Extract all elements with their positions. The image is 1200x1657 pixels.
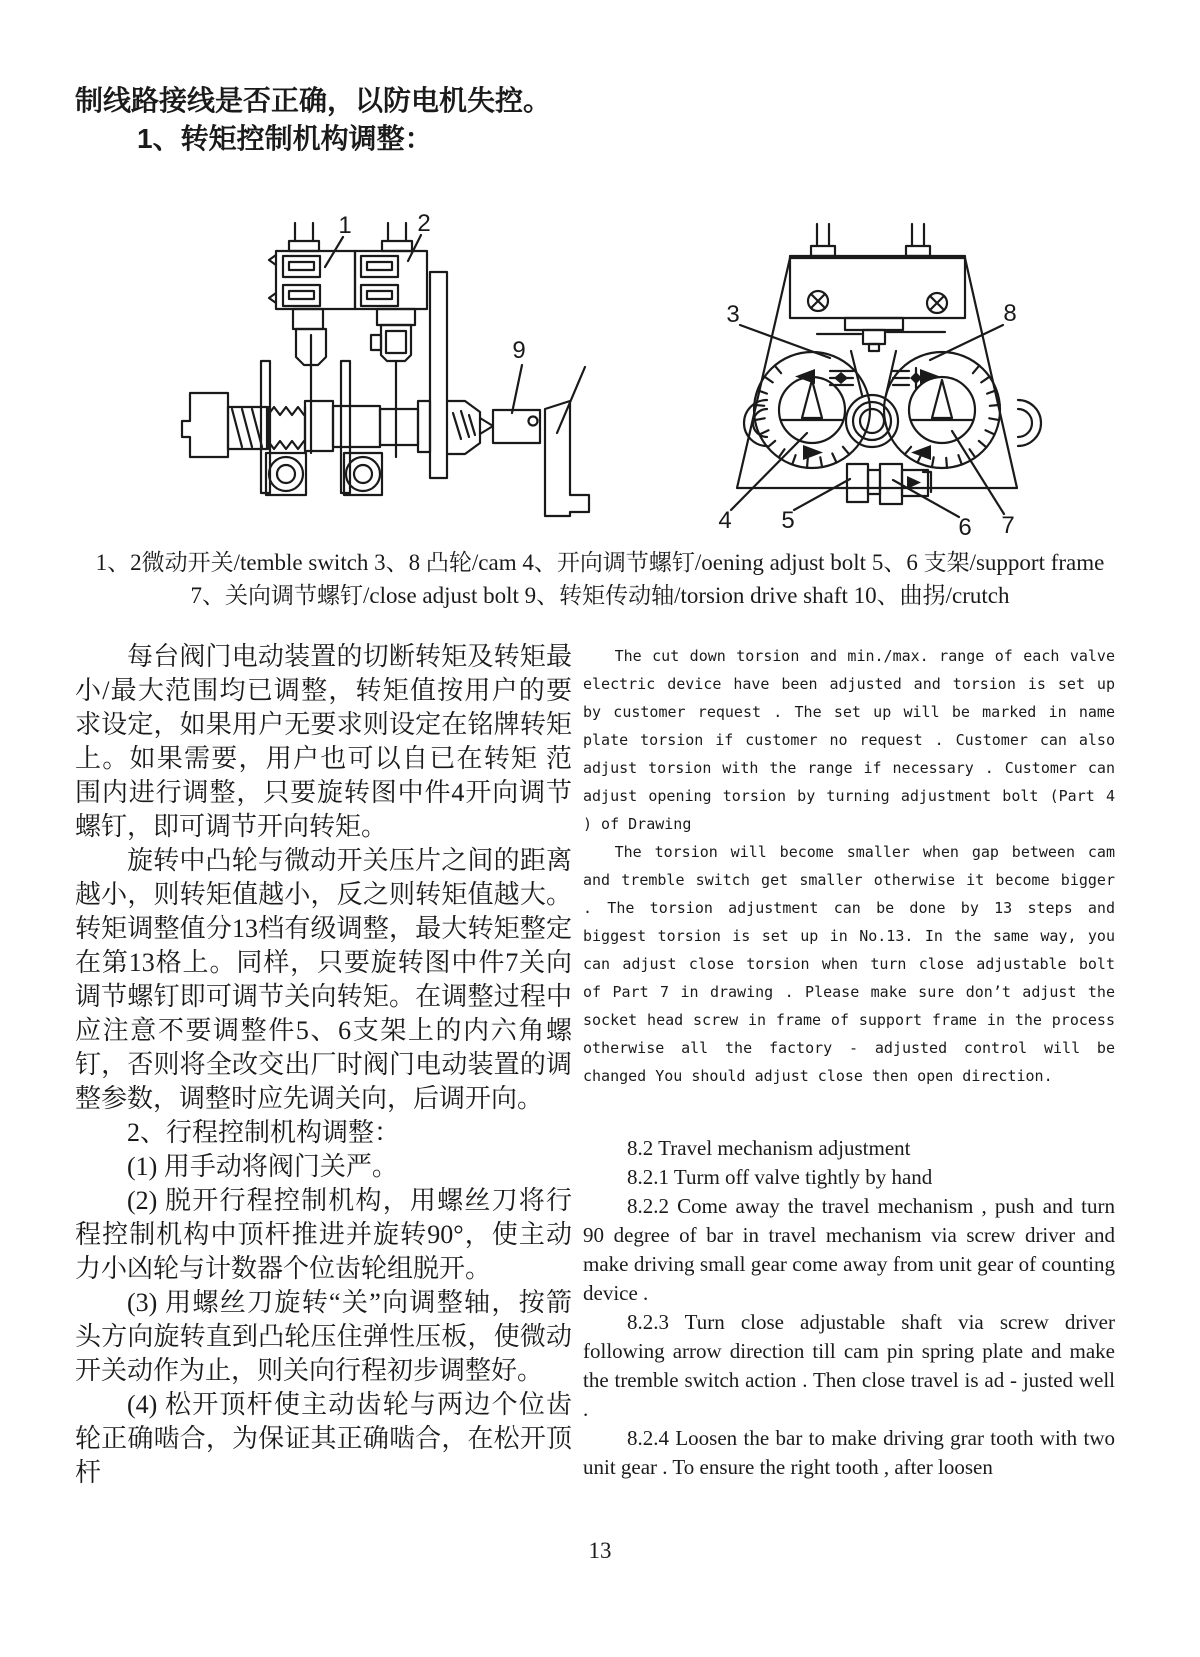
en-heading-8-2: 8.2 Travel mechanism adjustment: [627, 1136, 911, 1160]
figure-part-label: 8: [1003, 300, 1017, 327]
figure-caption-line-1: 1、2微动开关/temble switch 3、8 凸轮/cam 4、开向调节螺钉/oening adjust bolt 5、6 支架/support frame: [95, 550, 1105, 575]
intro-block: [75, 82, 1125, 158]
figure-torque-mechanism-front: [645, 188, 1115, 550]
intro-line-1: 制线路接线是否正确，以防电机失控。: [75, 85, 552, 116]
figure-part-label: 1: [338, 212, 352, 239]
page-number: 13: [588, 1538, 612, 1563]
figure-part-label: 9: [512, 337, 526, 364]
english-column: [583, 642, 1115, 1482]
en-section-8-2-1: 8.2.1 Turm off valve tightly by hand: [627, 1165, 933, 1189]
torque-mechanism-side-drawing: [165, 195, 665, 530]
figure-caption-line-2: 7、关向调节螺钉/close adjust bolt 9、转矩传动轴/torsion drive shaft 10、曲拐/crutch: [190, 583, 1010, 608]
en-section-8-2-4: 8.2.4 Loosen the bar to make driving grar tooth with two unit gear . To ensure the right tooth , after loosen: [583, 1426, 1115, 1479]
en-section-8-2-2: 8.2.2 Come away the travel mechanism , push and turn 90 degree of bar in travel mechanism via screw driver and make driving small gear come away from unit gear of counting device .: [583, 1194, 1115, 1305]
figure-part-label: 6: [958, 514, 972, 541]
figure-part-label: 4: [718, 507, 732, 534]
intro-line-2: 1、转矩控制机构调整：: [137, 123, 433, 154]
zh-paragraph-torque-intro: 每台阀门电动装置的切断转矩及转矩最小/最大范围均已调整，转矩值按用户的要求设定，如果用户无要求则设定在铭牌转矩上。如果需要，用户也可以自已在转矩 范围内进行调整，只要旋转图中件4开向调节螺钉，即可调节开向转矩。: [75, 642, 572, 841]
figure-part-label: 3: [726, 301, 740, 328]
zh-heading-travel-adjust: 2、行程控制机构调整：: [127, 1118, 401, 1147]
en-paragraph-torque-intro: The cut down torsion and min./max. range of each valve electric device have been adjusted and torsion is set up by customer request . The set up will be marked in name plate torsion if customer no request . Customer can also adjust torsion with the range if necessary . Customer can adjust opening torsion by turning adjustment bolt (Part 4 ) of Drawing: [583, 647, 1115, 833]
torque-mechanism-front-drawing: [645, 188, 1115, 550]
zh-step-1: (1) 用手动将阀门关严。: [127, 1152, 398, 1181]
figure-part-label: 2: [417, 210, 431, 237]
zh-step-4: (4) 松开顶杆使主动齿轮与两边个位齿轮正确啮合，为保证其正确啮合，在松开顶杆: [75, 1390, 572, 1487]
chinese-column: [75, 640, 572, 1490]
figure-torque-mechanism-side: [165, 195, 665, 530]
zh-step-3: (3) 用螺丝刀旋转“关”向调整轴，按箭头方向旋转直到凸轮压住弹性压板，使微动开关动作为止，则关向行程初步调整好。: [75, 1288, 572, 1385]
en-paragraph-torque-adjust: The torsion will become smaller when gap between cam and tremble switch get smaller otherwise it become bigger . The torsion adjustment can be done by 13 steps and biggest torsion is set up in No.13. In the same way, you can adjust close torsion when turn close adjustable bolt of Part 7 in drawing . Please make sure don’t adjust the socket head screw in frame of support frame in the process otherwise all the factory - adjusted control will be changed You should adjust close then open direction.: [583, 843, 1115, 1085]
figure-part-label: 5: [781, 507, 795, 534]
figure-part-label: 7: [1001, 512, 1015, 539]
zh-step-2: (2) 脱开行程控制机构，用螺丝刀将行程控制机构中顶杆推进并旋转90°，使主动力小凶轮与计数器个位齿轮组脱开。: [75, 1186, 572, 1283]
en-section-8-2-3: 8.2.3 Turn close adjustable shaft via screw driver following arrow direction till cam pin spring plate and make the tremble switch action . Then close travel is ad - justed well .: [583, 1310, 1115, 1421]
figure-caption: [40, 546, 1160, 612]
zh-paragraph-torque-adjust: 旋转中凸轮与微动开关压片之间的距离越小，则转矩值越小，反之则转矩值越大。转矩调整值分13档有级调整，最大转矩整定在第13格上。同样，只要旋转图中件7关向调节螺钉即可调节关向转矩。在调整过程中应注意不要调整件5、6支架上的内六角螺钉，否则将全改交出厂时阀门电动装置的调整参数，调整时应先调关向，后调开向。: [75, 846, 572, 1113]
